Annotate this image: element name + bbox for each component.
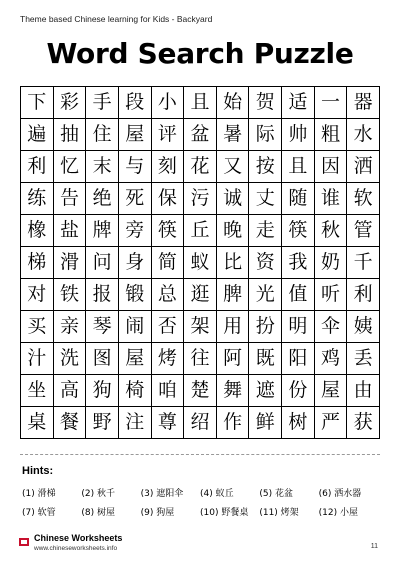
divider [20, 454, 380, 455]
grid-cell[interactable]: 管 [347, 215, 380, 247]
hint-item: (2) 秋千 [81, 489, 115, 499]
hint-item: (6) 洒水器 [318, 489, 362, 499]
grid-cell[interactable]: 锻 [119, 279, 152, 311]
grid-cell[interactable]: 水 [347, 119, 380, 151]
grid-cell[interactable]: 往 [184, 343, 217, 375]
grid-cell[interactable]: 帅 [282, 119, 315, 151]
grid-cell[interactable]: 听 [315, 279, 348, 311]
grid-cell[interactable]: 保 [152, 183, 185, 215]
grid-cell[interactable]: 尊 [152, 407, 185, 439]
grid-cell[interactable]: 阿 [217, 343, 250, 375]
grid-cell[interactable]: 亲 [54, 311, 87, 343]
grid-cell[interactable]: 树 [282, 407, 315, 439]
hint-item: (4) 蚁丘 [199, 489, 234, 499]
grid-cell[interactable]: 坐 [21, 375, 54, 407]
page-title: Word Search Puzzle [46, 37, 354, 70]
grid-cell[interactable]: 且 [184, 87, 217, 119]
grid-cell[interactable]: 楚 [184, 375, 217, 407]
grid-cell[interactable]: 由 [347, 375, 380, 407]
hints-title: Hints: [22, 465, 54, 477]
hint-item: (5) 花盆 [259, 489, 293, 499]
grid-cell[interactable]: 获 [347, 407, 380, 439]
grid-cell[interactable]: 光 [249, 279, 282, 311]
grid-cell[interactable]: 份 [282, 375, 315, 407]
grid-cell[interactable]: 橡 [21, 215, 54, 247]
hint-item: (8) 树屋 [81, 508, 115, 518]
grid-cell[interactable]: 架 [184, 311, 217, 343]
grid-cell[interactable]: 花 [184, 151, 217, 183]
grid-cell[interactable]: 总 [152, 279, 185, 311]
grid-cell[interactable]: 否 [152, 311, 185, 343]
grid-cell[interactable]: 软 [347, 183, 380, 215]
grid-cell[interactable]: 按 [249, 151, 282, 183]
grid-cell[interactable]: 始 [217, 87, 250, 119]
grid-cell[interactable]: 椅 [119, 375, 152, 407]
grid-cell[interactable]: 明 [282, 311, 315, 343]
grid-cell[interactable]: 作 [217, 407, 250, 439]
grid-cell[interactable]: 姨 [347, 311, 380, 343]
grid-cell[interactable]: 粗 [315, 119, 348, 151]
grid-cell[interactable]: 野 [86, 407, 119, 439]
grid-cell[interactable]: 简 [152, 247, 185, 279]
grid-cell[interactable]: 值 [282, 279, 315, 311]
grid-cell[interactable]: 适 [282, 87, 315, 119]
page-number: 11 [370, 543, 378, 550]
grid-cell[interactable]: 舞 [217, 375, 250, 407]
grid-cell[interactable]: 晚 [217, 215, 250, 247]
grid-cell[interactable]: 秋 [315, 215, 348, 247]
grid-cell[interactable]: 烤 [152, 343, 185, 375]
grid-cell[interactable]: 桌 [21, 407, 54, 439]
grid-cell[interactable]: 身 [119, 247, 152, 279]
grid-cell[interactable]: 利 [21, 151, 54, 183]
grid-cell[interactable]: 又 [217, 151, 250, 183]
grid-cell[interactable]: 下 [21, 87, 54, 119]
word-search-grid [20, 86, 380, 439]
grid-cell[interactable]: 筷 [152, 215, 185, 247]
grid-cell[interactable]: 滑 [54, 247, 87, 279]
grid-cell[interactable]: 脾 [217, 279, 250, 311]
hint-item: (10) 野餐桌 [199, 508, 249, 518]
grid-cell[interactable]: 走 [249, 215, 282, 247]
grid-cell[interactable]: 忆 [54, 151, 87, 183]
hint-item: (3) 遮阳伞 [140, 489, 184, 499]
grid-cell[interactable]: 手 [86, 87, 119, 119]
grid-cell[interactable]: 洗 [54, 343, 87, 375]
grid-cell[interactable]: 筷 [282, 215, 315, 247]
grid-cell[interactable]: 问 [86, 247, 119, 279]
grid-cell[interactable]: 评 [152, 119, 185, 151]
grid-cell[interactable]: 丈 [249, 183, 282, 215]
grid-cell[interactable]: 牌 [86, 215, 119, 247]
grid-cell[interactable]: 贺 [249, 87, 282, 119]
grid-cell[interactable]: 洒 [347, 151, 380, 183]
grid-cell[interactable]: 高 [54, 375, 87, 407]
grid-cell[interactable]: 绍 [184, 407, 217, 439]
grid-cell[interactable]: 我 [282, 247, 315, 279]
grid-cell[interactable]: 既 [249, 343, 282, 375]
grid-cell[interactable]: 抽 [54, 119, 87, 151]
grid-cell[interactable]: 伞 [315, 311, 348, 343]
grid-cell[interactable]: 逛 [184, 279, 217, 311]
grid-cell[interactable]: 铁 [54, 279, 87, 311]
grid-cell[interactable]: 旁 [119, 215, 152, 247]
grid-cell[interactable]: 告 [54, 183, 87, 215]
grid-cell[interactable]: 狗 [86, 375, 119, 407]
grid-cell[interactable]: 遍 [21, 119, 54, 151]
grid-cell[interactable]: 诚 [217, 183, 250, 215]
grid-cell[interactable]: 注 [119, 407, 152, 439]
grid-cell[interactable]: 盐 [54, 215, 87, 247]
brand-logo-icon [18, 536, 30, 548]
grid-cell[interactable]: 盆 [184, 119, 217, 151]
grid-cell[interactable]: 丢 [347, 343, 380, 375]
grid-cell[interactable]: 死 [119, 183, 152, 215]
hint-item: (9) 狗屋 [140, 508, 175, 518]
grid-cell[interactable]: 与 [119, 151, 152, 183]
grid-cell[interactable]: 污 [184, 183, 217, 215]
grid-cell[interactable]: 刻 [152, 151, 185, 183]
grid-cell[interactable]: 咱 [152, 375, 185, 407]
hint-item: (1) 滑梯 [22, 489, 56, 499]
grid-cell[interactable]: 鸡 [315, 343, 348, 375]
footer-brand: Chinese Worksheets [34, 533, 123, 543]
grid-cell[interactable]: 奶 [315, 247, 348, 279]
header-text: Theme based Chinese learning for Kids - Backyard [20, 14, 213, 24]
grid-cell[interactable]: 段 [119, 87, 152, 119]
hint-item: (12) 小屋 [318, 508, 358, 518]
grid-cell[interactable]: 梯 [21, 247, 54, 279]
grid-cell[interactable]: 丘 [184, 215, 217, 247]
grid-cell[interactable]: 住 [86, 119, 119, 151]
grid-cell[interactable]: 因 [315, 151, 348, 183]
grid-cell[interactable]: 遮 [249, 375, 282, 407]
grid-cell[interactable]: 餐 [54, 407, 87, 439]
grid-cell[interactable]: 汁 [21, 343, 54, 375]
hint-item: (11) 烤架 [259, 508, 299, 518]
grid-cell[interactable]: 际 [249, 119, 282, 151]
grid-cell[interactable]: 随 [282, 183, 315, 215]
grid-cell[interactable]: 利 [347, 279, 380, 311]
footer-url[interactable]: www.chineseworksheets.info [34, 545, 118, 552]
grid-cell[interactable]: 对 [21, 279, 54, 311]
hint-item: (7) 软管 [22, 508, 56, 518]
grid-cell[interactable]: 用 [217, 311, 250, 343]
grid-cell[interactable]: 谁 [315, 183, 348, 215]
grid-cell[interactable]: 末 [86, 151, 119, 183]
grid-cell[interactable]: 屋 [315, 375, 348, 407]
grid-cell[interactable]: 报 [86, 279, 119, 311]
grid-cell[interactable]: 闹 [119, 311, 152, 343]
grid-cell[interactable]: 比 [217, 247, 250, 279]
grid-cell[interactable]: 资 [249, 247, 282, 279]
grid-cell[interactable]: 暑 [217, 119, 250, 151]
grid-cell[interactable]: 琴 [86, 311, 119, 343]
grid-cell[interactable]: 绝 [86, 183, 119, 215]
grid-cell[interactable]: 器 [347, 87, 380, 119]
grid-cell[interactable]: 彩 [54, 87, 87, 119]
grid-cell[interactable]: 图 [86, 343, 119, 375]
grid-cell[interactable]: 一 [315, 87, 348, 119]
hints-list [22, 486, 378, 518]
grid-cell[interactable]: 小 [152, 87, 185, 119]
grid-cell[interactable]: 练 [21, 183, 54, 215]
grid-cell[interactable]: 阳 [282, 343, 315, 375]
grid-cell[interactable]: 屋 [119, 343, 152, 375]
grid-cell[interactable]: 扮 [249, 311, 282, 343]
grid-cell[interactable]: 且 [282, 151, 315, 183]
grid-cell[interactable]: 严 [315, 407, 348, 439]
grid-cell[interactable]: 屋 [119, 119, 152, 151]
grid-cell[interactable]: 鲜 [249, 407, 282, 439]
grid-cell[interactable]: 买 [21, 311, 54, 343]
grid-cell[interactable]: 蚁 [184, 247, 217, 279]
grid-cell[interactable]: 千 [347, 247, 380, 279]
